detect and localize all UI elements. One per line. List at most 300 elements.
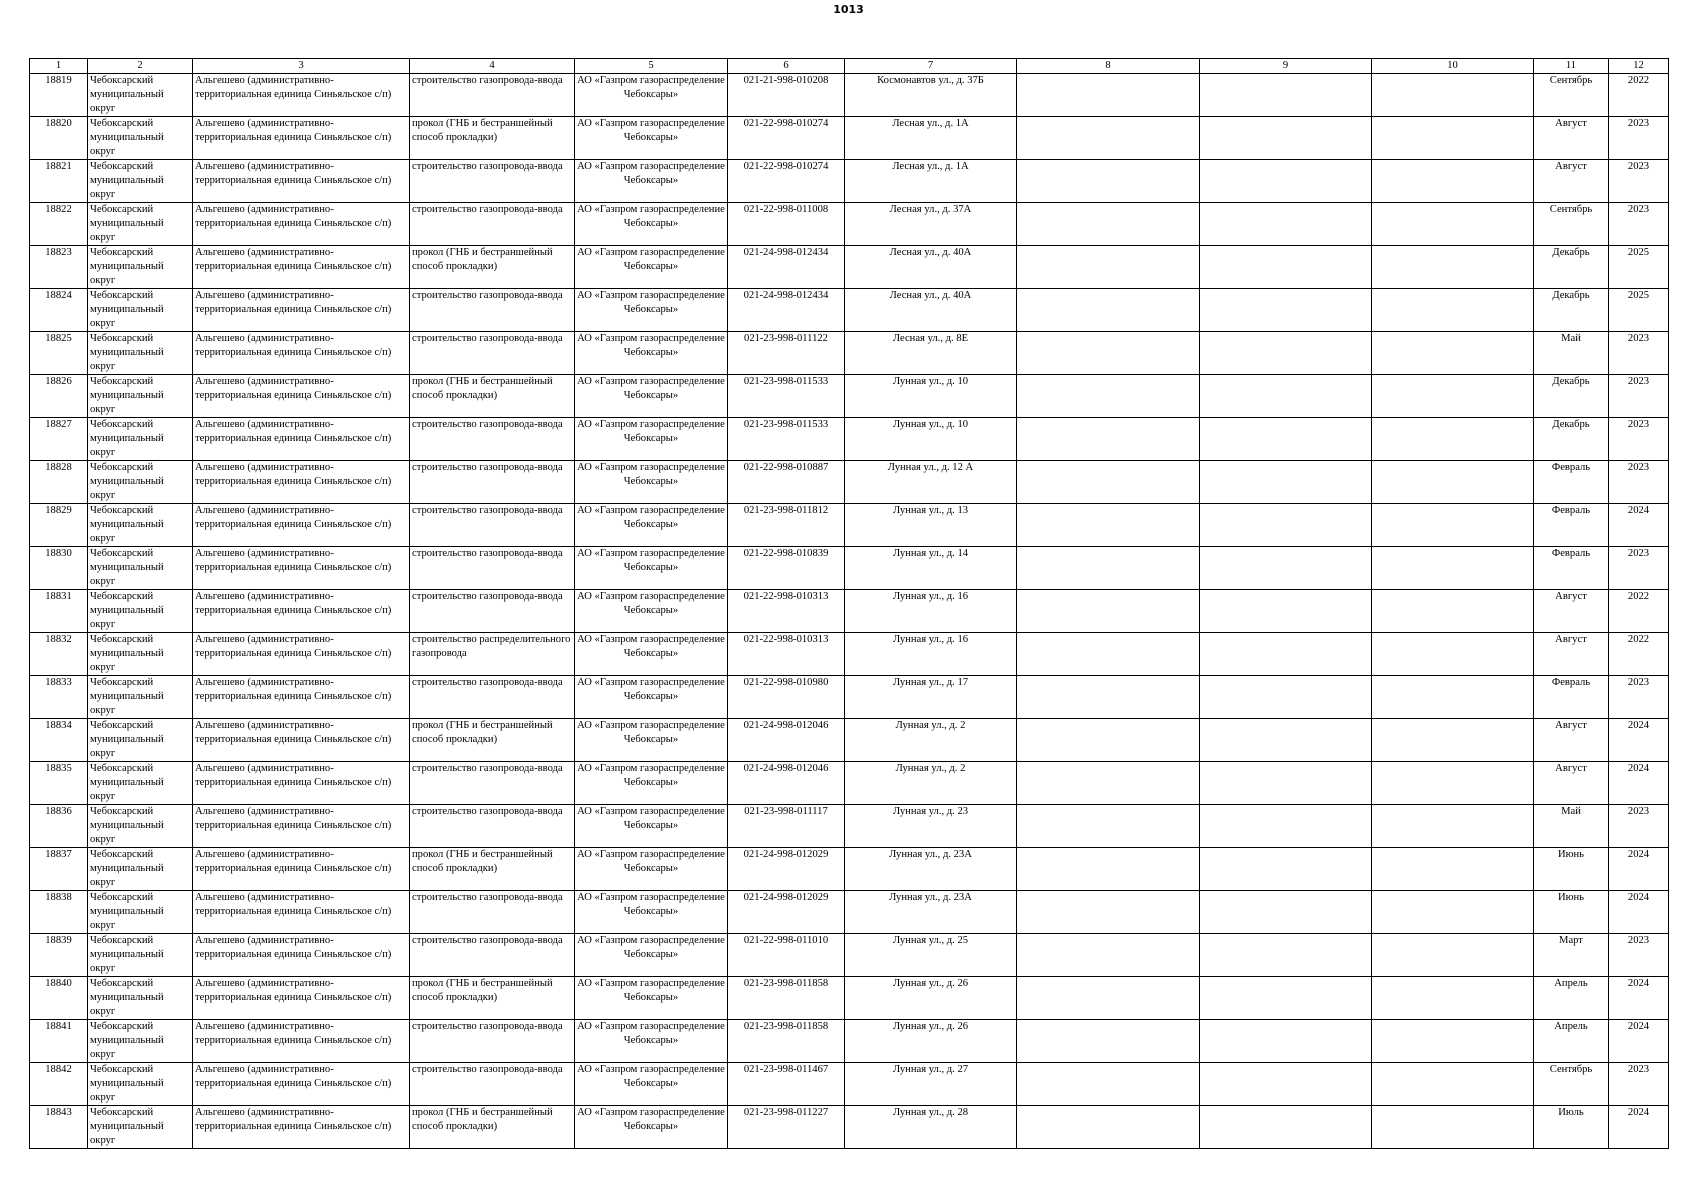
district-cell	[88, 1063, 193, 1106]
district-cell	[88, 160, 193, 203]
month-cell-text: Июнь	[1557, 892, 1585, 903]
address-cell	[845, 676, 1017, 719]
column-9-cell-text	[1202, 461, 1369, 502]
work-type-cell-text: прокол (ГНБ и бестраншейный способ прокладки)	[412, 118, 553, 143]
work-type-cell-text: строительство газопровода-ввода	[412, 806, 563, 817]
work-type-cell	[410, 289, 575, 332]
month-cell	[1534, 461, 1609, 504]
column-header-12: 12	[1609, 59, 1669, 74]
column-9-cell	[1200, 977, 1372, 1020]
row-number-text: 18833	[45, 677, 72, 688]
column-8-cell-text	[1019, 375, 1197, 416]
address-cell	[845, 1063, 1017, 1106]
address-cell-text: Лунная ул., д. 26	[892, 978, 969, 989]
locality-cell-text: Альгешево (административно-территориальная единица Синьяльское с/п)	[195, 118, 392, 143]
row-number-text: 18836	[45, 806, 72, 817]
column-9-cell-text	[1202, 934, 1369, 975]
row-number	[30, 375, 88, 418]
work-type-cell-text: прокол (ГНБ и бестраншейный способ прокладки)	[412, 1107, 553, 1132]
address-cell-text: Лесная ул., д. 40А	[889, 247, 972, 258]
address-cell-text: Космонавтов ул., д. 37Б	[877, 75, 984, 86]
work-type-cell-text: строительство газопровода-ввода	[412, 333, 563, 344]
organization-cell	[575, 891, 728, 934]
address-cell-text: Лунная ул., д. 25	[892, 935, 969, 946]
row-number-text: 18838	[45, 892, 72, 903]
organization-cell-text: АО «Газпром газораспределение Чебоксары»	[577, 591, 725, 616]
month-cell	[1534, 160, 1609, 203]
column-9-cell-text	[1202, 1106, 1369, 1147]
district-cell-text: Чебоксарский муниципальный округ	[90, 118, 164, 157]
locality-cell-text: Альгешево (административно-территориальная единица Синьяльское с/п)	[195, 290, 392, 315]
column-9-cell-text	[1202, 504, 1369, 545]
column-header-6: 6	[728, 59, 845, 74]
district-cell-text: Чебоксарский муниципальный округ	[90, 333, 164, 372]
organization-cell	[575, 676, 728, 719]
district-cell-text: Чебоксарский муниципальный округ	[90, 849, 164, 888]
month-cell	[1534, 418, 1609, 461]
column-8-cell-text	[1019, 934, 1197, 975]
locality-cell	[193, 633, 410, 676]
work-type-cell	[410, 418, 575, 461]
column-10-cell-text	[1374, 375, 1531, 416]
address-cell	[845, 977, 1017, 1020]
year-cell	[1609, 891, 1669, 934]
column-10-cell	[1372, 590, 1534, 633]
month-cell-text: Декабрь	[1552, 247, 1590, 258]
organization-cell-text: АО «Газпром газораспределение Чебоксары»	[577, 290, 725, 315]
locality-cell-text: Альгешево (административно-территориальная единица Синьяльское с/п)	[195, 935, 392, 960]
column-8-cell	[1017, 246, 1200, 289]
column-9-cell	[1200, 762, 1372, 805]
locality-cell	[193, 590, 410, 633]
address-cell-text: Лесная ул., д. 1А	[892, 161, 969, 172]
district-cell-text: Чебоксарский муниципальный округ	[90, 591, 164, 630]
column-8-cell-text	[1019, 418, 1197, 459]
district-cell	[88, 633, 193, 676]
column-8-cell	[1017, 1020, 1200, 1063]
organization-cell-text: АО «Газпром газораспределение Чебоксары»	[577, 161, 725, 186]
district-cell	[88, 977, 193, 1020]
locality-cell-text: Альгешево (административно-территориальная единица Синьяльское с/п)	[195, 333, 392, 358]
district-cell	[88, 547, 193, 590]
month-cell	[1534, 1106, 1609, 1149]
locality-cell-text: Альгешево (административно-территориальная единица Синьяльское с/п)	[195, 505, 392, 530]
row-number-text: 18826	[45, 376, 72, 387]
row-number-text: 18828	[45, 462, 72, 473]
object-code-cell	[728, 676, 845, 719]
locality-cell-text: Альгешево (административно-территориальная единица Синьяльское с/п)	[195, 634, 392, 659]
column-9-cell-text	[1202, 160, 1369, 201]
district-cell-text: Чебоксарский муниципальный округ	[90, 247, 164, 286]
column-8-cell-text	[1019, 74, 1197, 115]
column-10-cell	[1372, 289, 1534, 332]
organization-cell-text: АО «Газпром газораспределение Чебоксары»	[577, 720, 725, 745]
object-code-cell	[728, 289, 845, 332]
locality-cell-text: Альгешево (административно-территориальная единица Синьяльское с/п)	[195, 849, 392, 874]
column-8-cell	[1017, 203, 1200, 246]
column-9-cell	[1200, 504, 1372, 547]
row-number-text: 18830	[45, 548, 72, 559]
column-10-cell-text	[1374, 332, 1531, 373]
address-cell-text: Лунная ул., д. 10	[892, 419, 969, 430]
year-cell	[1609, 934, 1669, 977]
month-cell	[1534, 934, 1609, 977]
object-code-cell-text: 021-21-998-010208	[743, 75, 829, 86]
column-10-cell	[1372, 504, 1534, 547]
column-9-cell-text	[1202, 977, 1369, 1018]
column-8-cell-text	[1019, 719, 1197, 760]
organization-cell-text: АО «Газпром газораспределение Чебоксары»	[577, 462, 725, 487]
row-number	[30, 1106, 88, 1149]
year-cell-text: 2023	[1627, 548, 1650, 559]
column-9-cell	[1200, 160, 1372, 203]
address-cell	[845, 74, 1017, 117]
address-cell-text: Лунная ул., д. 2	[895, 720, 966, 731]
work-type-cell	[410, 977, 575, 1020]
month-cell-text: Июль	[1558, 1107, 1584, 1118]
column-9-cell	[1200, 934, 1372, 977]
organization-cell	[575, 1063, 728, 1106]
column-header-5: 5	[575, 59, 728, 74]
address-cell	[845, 762, 1017, 805]
column-9-cell-text	[1202, 74, 1369, 115]
row-number-text: 18825	[45, 333, 72, 344]
district-cell	[88, 719, 193, 762]
column-8-cell	[1017, 547, 1200, 590]
organization-cell-text: АО «Газпром газораспределение Чебоксары»	[577, 763, 725, 788]
locality-cell-text: Альгешево (административно-территориальная единица Синьяльское с/п)	[195, 419, 392, 444]
object-code-cell-text: 021-23-998-011858	[743, 1021, 829, 1032]
column-10-cell	[1372, 1063, 1534, 1106]
object-code-cell	[728, 375, 845, 418]
column-10-cell	[1372, 848, 1534, 891]
district-cell	[88, 418, 193, 461]
month-cell-text: Август	[1555, 161, 1587, 172]
column-10-cell-text	[1374, 848, 1531, 889]
address-cell-text: Лунная ул., д. 16	[892, 591, 969, 602]
work-type-cell-text: прокол (ГНБ и бестраншейный способ прокладки)	[412, 978, 553, 1003]
year-cell	[1609, 805, 1669, 848]
column-8-cell-text	[1019, 203, 1197, 244]
locality-cell-text: Альгешево (административно-территориальная единица Синьяльское с/п)	[195, 591, 392, 616]
column-8-cell-text	[1019, 1063, 1197, 1104]
address-cell	[845, 590, 1017, 633]
organization-cell	[575, 203, 728, 246]
address-cell	[845, 246, 1017, 289]
column-10-cell	[1372, 719, 1534, 762]
column-8-cell-text	[1019, 891, 1197, 932]
month-cell-text: Декабрь	[1552, 290, 1590, 301]
year-cell	[1609, 418, 1669, 461]
month-cell-text: Апрель	[1554, 1021, 1588, 1032]
column-header-9: 9	[1200, 59, 1372, 74]
column-10-cell-text	[1374, 504, 1531, 545]
column-10-cell	[1372, 418, 1534, 461]
work-type-cell	[410, 203, 575, 246]
column-10-cell-text	[1374, 633, 1531, 674]
year-cell-text: 2025	[1627, 290, 1650, 301]
year-cell	[1609, 461, 1669, 504]
address-cell	[845, 375, 1017, 418]
address-cell	[845, 805, 1017, 848]
object-code-cell	[728, 203, 845, 246]
table-row	[30, 203, 1669, 246]
month-cell	[1534, 547, 1609, 590]
object-code-cell-text: 021-22-998-010887	[743, 462, 829, 473]
row-number	[30, 461, 88, 504]
month-cell	[1534, 676, 1609, 719]
column-10-cell-text	[1374, 418, 1531, 459]
month-cell-text: Декабрь	[1552, 376, 1590, 387]
object-code-cell	[728, 977, 845, 1020]
work-type-cell-text: строительство газопровода-ввода	[412, 505, 563, 516]
year-cell	[1609, 719, 1669, 762]
column-9-cell	[1200, 547, 1372, 590]
column-10-cell	[1372, 633, 1534, 676]
column-header-2: 2	[88, 59, 193, 74]
organization-cell-text: АО «Газпром газораспределение Чебоксары»	[577, 978, 725, 1003]
column-9-cell	[1200, 461, 1372, 504]
column-9-cell-text	[1202, 1063, 1369, 1104]
organization-cell	[575, 762, 728, 805]
address-cell	[845, 547, 1017, 590]
organization-cell	[575, 246, 728, 289]
row-number-text: 18835	[45, 763, 72, 774]
work-type-cell	[410, 332, 575, 375]
table-row	[30, 117, 1669, 160]
work-type-cell	[410, 590, 575, 633]
row-number	[30, 676, 88, 719]
work-type-cell-text: строительство газопровода-ввода	[412, 419, 563, 430]
address-cell-text: Лунная ул., д. 16	[892, 634, 969, 645]
column-9-cell	[1200, 375, 1372, 418]
column-10-cell	[1372, 375, 1534, 418]
year-cell-text: 2023	[1627, 462, 1650, 473]
district-cell-text: Чебоксарский муниципальный округ	[90, 548, 164, 587]
organization-cell-text: АО «Газпром газораспределение Чебоксары»	[577, 849, 725, 874]
locality-cell-text: Альгешево (административно-территориальная единица Синьяльское с/п)	[195, 677, 392, 702]
organization-cell	[575, 74, 728, 117]
column-9-cell-text	[1202, 246, 1369, 287]
column-9-cell-text	[1202, 203, 1369, 244]
district-cell	[88, 203, 193, 246]
district-cell-text: Чебоксарский муниципальный округ	[90, 1021, 164, 1060]
table-row	[30, 633, 1669, 676]
row-number-text: 18843	[45, 1107, 72, 1118]
object-code-cell	[728, 117, 845, 160]
month-cell	[1534, 1020, 1609, 1063]
district-cell-text: Чебоксарский муниципальный округ	[90, 462, 164, 501]
column-8-cell	[1017, 762, 1200, 805]
object-code-cell-text: 021-22-998-011010	[743, 935, 829, 946]
organization-cell-text: АО «Газпром газораспределение Чебоксары»	[577, 419, 725, 444]
object-code-cell-text: 021-22-998-011008	[743, 204, 829, 215]
table-row	[30, 590, 1669, 633]
column-9-cell	[1200, 633, 1372, 676]
object-code-cell-text: 021-23-998-011117	[744, 806, 828, 817]
column-header-1: 1	[30, 59, 88, 74]
row-number-text: 18821	[45, 161, 72, 172]
column-10-cell	[1372, 977, 1534, 1020]
month-cell	[1534, 977, 1609, 1020]
month-cell	[1534, 375, 1609, 418]
district-cell-text: Чебоксарский муниципальный округ	[90, 978, 164, 1017]
column-10-cell	[1372, 1106, 1534, 1149]
locality-cell-text: Альгешево (административно-территориальная единица Синьяльское с/п)	[195, 763, 392, 788]
month-cell-text: Май	[1561, 806, 1581, 817]
column-8-cell-text	[1019, 160, 1197, 201]
locality-cell	[193, 848, 410, 891]
locality-cell	[193, 1020, 410, 1063]
month-cell-text: Март	[1559, 935, 1583, 946]
column-10-cell-text	[1374, 74, 1531, 115]
work-type-cell	[410, 676, 575, 719]
column-8-cell	[1017, 332, 1200, 375]
column-9-cell	[1200, 676, 1372, 719]
locality-cell	[193, 117, 410, 160]
year-cell-text: 2023	[1627, 806, 1650, 817]
year-cell	[1609, 375, 1669, 418]
address-cell	[845, 289, 1017, 332]
work-type-cell	[410, 848, 575, 891]
district-cell	[88, 762, 193, 805]
month-cell-text: Август	[1555, 634, 1587, 645]
address-cell	[845, 891, 1017, 934]
locality-cell	[193, 246, 410, 289]
object-code-cell-text: 021-23-998-011467	[743, 1064, 829, 1075]
page-number: 1013	[833, 3, 864, 16]
year-cell	[1609, 848, 1669, 891]
row-number-text: 18831	[45, 591, 72, 602]
column-10-cell	[1372, 934, 1534, 977]
column-10-cell-text	[1374, 934, 1531, 975]
column-10-cell	[1372, 160, 1534, 203]
column-10-cell-text	[1374, 676, 1531, 717]
row-number	[30, 805, 88, 848]
district-cell-text: Чебоксарский муниципальный округ	[90, 1064, 164, 1103]
year-cell	[1609, 1106, 1669, 1149]
locality-cell	[193, 547, 410, 590]
locality-cell-text: Альгешево (административно-территориальная единица Синьяльское с/п)	[195, 247, 392, 272]
table-row	[30, 461, 1669, 504]
locality-cell	[193, 805, 410, 848]
table-row	[30, 74, 1669, 117]
locality-cell	[193, 332, 410, 375]
work-type-cell-text: строительство газопровода-ввода	[412, 591, 563, 602]
month-cell-text: Апрель	[1554, 978, 1588, 989]
header-row	[30, 59, 1669, 74]
work-type-cell	[410, 1106, 575, 1149]
column-10-cell-text	[1374, 246, 1531, 287]
district-cell-text: Чебоксарский муниципальный округ	[90, 806, 164, 845]
locality-cell-text: Альгешево (административно-территориальная единица Синьяльское с/п)	[195, 1064, 392, 1089]
locality-cell-text: Альгешево (административно-территориальная единица Синьяльское с/п)	[195, 892, 392, 917]
column-9-cell	[1200, 246, 1372, 289]
organization-cell-text: АО «Газпром газораспределение Чебоксары»	[577, 247, 725, 272]
row-number	[30, 590, 88, 633]
column-8-cell	[1017, 848, 1200, 891]
column-8-cell	[1017, 289, 1200, 332]
column-10-cell-text	[1374, 977, 1531, 1018]
address-cell-text: Лунная ул., д. 10	[892, 376, 969, 387]
district-cell-text: Чебоксарский муниципальный округ	[90, 161, 164, 200]
locality-cell-text: Альгешево (административно-территориальная единица Синьяльское с/п)	[195, 720, 392, 745]
table-row	[30, 1106, 1669, 1149]
object-code-cell	[728, 590, 845, 633]
work-type-cell-text: прокол (ГНБ и бестраншейный способ прокладки)	[412, 376, 553, 401]
organization-cell-text: АО «Газпром газораспределение Чебоксары»	[577, 806, 725, 831]
locality-cell	[193, 934, 410, 977]
address-cell-text: Лунная ул., д. 13	[892, 505, 969, 516]
table-row	[30, 977, 1669, 1020]
work-type-cell	[410, 117, 575, 160]
district-cell	[88, 590, 193, 633]
table-row	[30, 1063, 1669, 1106]
locality-cell-text: Альгешево (административно-территориальная единица Синьяльское с/п)	[195, 978, 392, 1003]
locality-cell	[193, 719, 410, 762]
district-cell-text: Чебоксарский муниципальный округ	[90, 290, 164, 329]
row-number	[30, 547, 88, 590]
column-9-cell	[1200, 117, 1372, 160]
row-number	[30, 332, 88, 375]
district-cell-text: Чебоксарский муниципальный округ	[90, 720, 164, 759]
work-type-cell-text: строительство газопровода-ввода	[412, 892, 563, 903]
column-9-cell	[1200, 891, 1372, 934]
district-cell	[88, 246, 193, 289]
year-cell-text: 2024	[1627, 1021, 1650, 1032]
month-cell	[1534, 762, 1609, 805]
year-cell	[1609, 1063, 1669, 1106]
year-cell	[1609, 590, 1669, 633]
column-10-cell-text	[1374, 1063, 1531, 1104]
object-code-cell-text: 021-22-998-010274	[743, 118, 829, 129]
year-cell	[1609, 289, 1669, 332]
row-number-text: 18842	[45, 1064, 72, 1075]
organization-cell	[575, 1020, 728, 1063]
month-cell-text: Декабрь	[1552, 419, 1590, 430]
work-type-cell	[410, 891, 575, 934]
registry-table	[29, 58, 1669, 1149]
address-cell-text: Лесная ул., д. 8Е	[892, 333, 969, 344]
table-row	[30, 934, 1669, 977]
object-code-cell-text: 021-24-998-012046	[743, 720, 829, 731]
year-cell-text: 2024	[1627, 720, 1650, 731]
object-code-cell-text: 021-24-998-012434	[743, 290, 829, 301]
object-code-cell	[728, 1020, 845, 1063]
column-9-cell-text	[1202, 1020, 1369, 1061]
object-code-cell-text: 021-23-998-011533	[743, 419, 829, 430]
month-cell-text: Февраль	[1551, 548, 1591, 559]
column-9-cell	[1200, 805, 1372, 848]
column-8-cell	[1017, 160, 1200, 203]
organization-cell	[575, 719, 728, 762]
work-type-cell	[410, 246, 575, 289]
year-cell	[1609, 1020, 1669, 1063]
column-10-cell	[1372, 547, 1534, 590]
district-cell	[88, 504, 193, 547]
row-number	[30, 633, 88, 676]
locality-cell	[193, 676, 410, 719]
column-8-cell-text	[1019, 1106, 1197, 1147]
organization-cell-text: АО «Газпром газораспределение Чебоксары»	[577, 1021, 725, 1046]
table-row	[30, 676, 1669, 719]
year-cell-text: 2023	[1627, 419, 1650, 430]
column-8-cell	[1017, 805, 1200, 848]
column-10-cell-text	[1374, 160, 1531, 201]
column-header-7: 7	[845, 59, 1017, 74]
address-cell	[845, 160, 1017, 203]
column-10-cell-text	[1374, 1106, 1531, 1147]
